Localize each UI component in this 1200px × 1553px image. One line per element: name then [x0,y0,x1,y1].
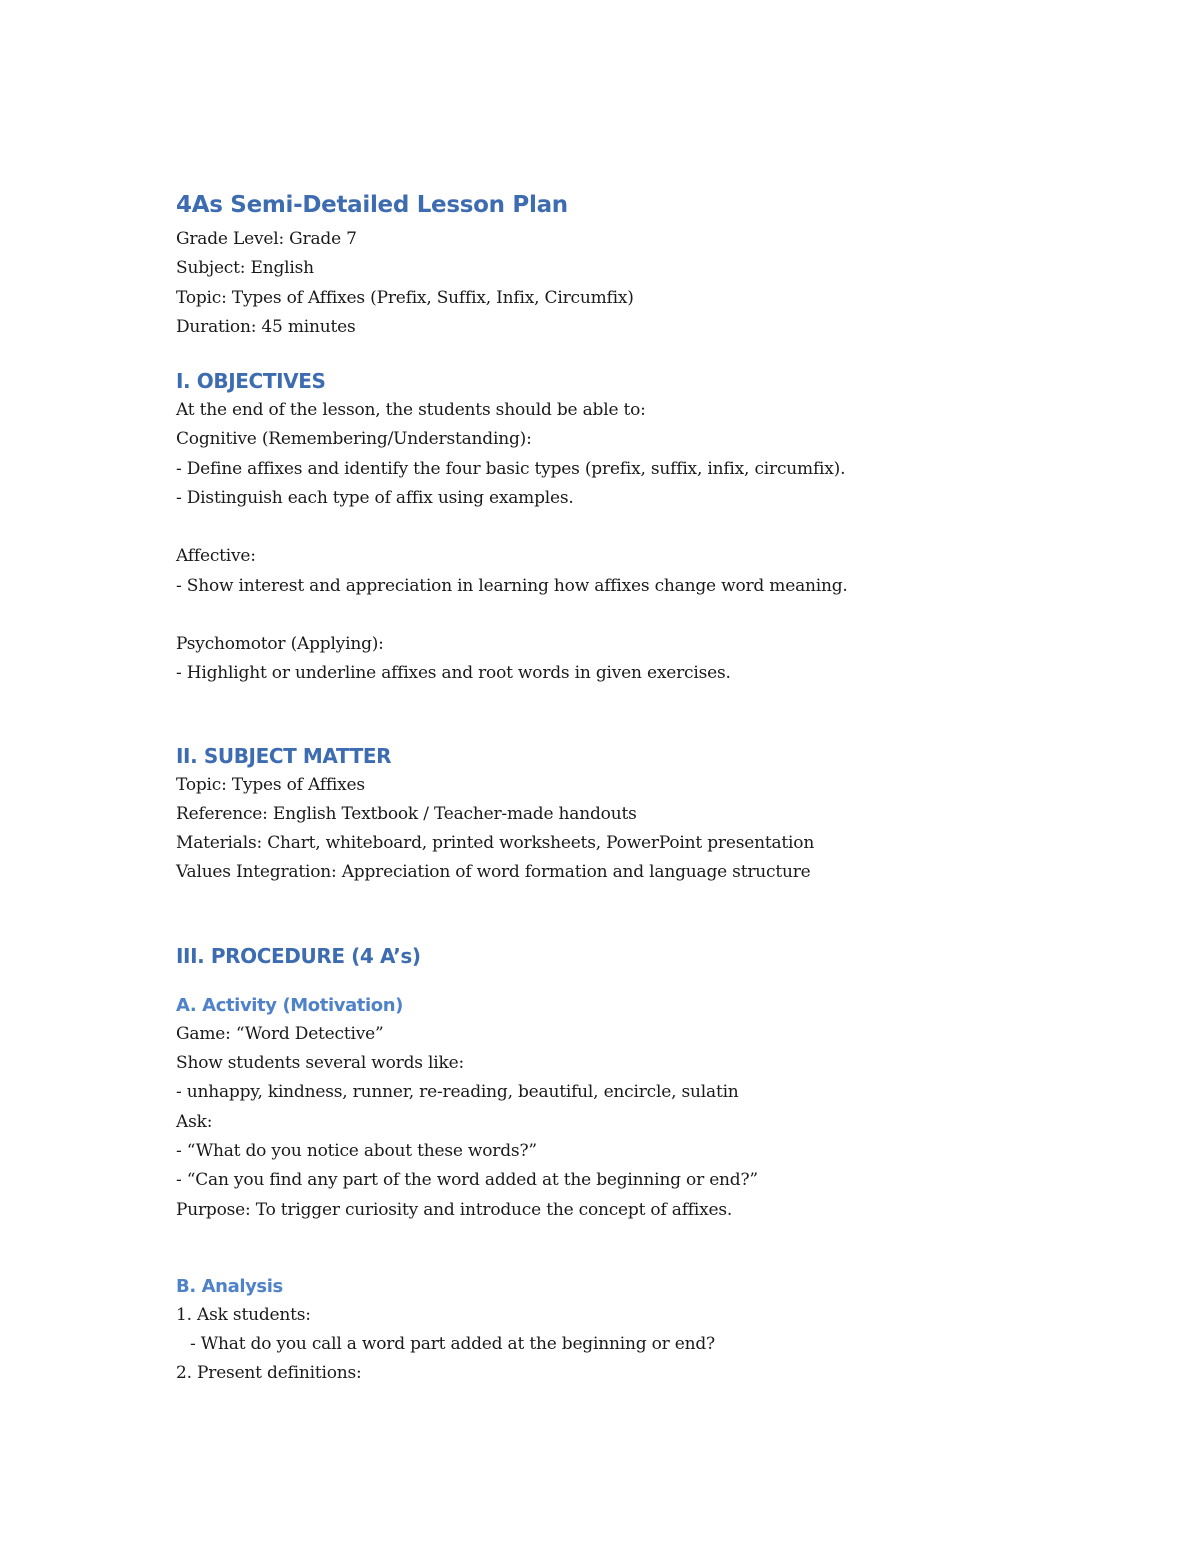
procedure-heading: III. PROCEDURE (4 A’s) [176,943,421,968]
psychomotor-label: Psychomotor (Applying): [176,633,384,654]
affective-label: Affective: [176,546,256,567]
psychomotor-item: - Highlight or underline affixes and root words in given exercises. [176,663,731,684]
activity-question: - “What do you notice about these words?” [176,1140,537,1161]
activity-words: - unhappy, kindness, runner, re-reading, beautiful, encircle, sulatin [176,1082,739,1103]
spacer [176,513,1076,542]
activity-purpose: Purpose: To trigger curiosity and introduce the concept of affixes. [176,1199,733,1220]
analysis-step-1: 1. Ask students: [176,1304,311,1325]
analysis-heading: B. Analysis [176,1275,283,1297]
topic: Topic: Types of Affixes (Prefix, Suffix, Infix, Circumfix) [176,287,634,308]
sm-reference: Reference: English Textbook / Teacher-made handouts [176,803,637,824]
activity-question: - “Can you find any part of the word added at the beginning or end?” [176,1170,758,1191]
activity-ask: Ask: [176,1111,213,1132]
objectives-heading: I. OBJECTIVES [176,369,326,394]
activity-show: Show students several words like: [176,1053,464,1074]
grade-level: Grade Level: Grade 7 [176,229,357,249]
subject: Subject: English [176,258,314,279]
analysis-step-2: 2. Present definitions: [176,1363,362,1384]
analysis-step-1-question: - What do you call a word part added at the beginning or end? [190,1334,715,1355]
affective-item: - Show interest and appreciation in learning how affixes change word meaning. [176,575,848,596]
sm-values: Values Integration: Appreciation of word formation and language structure [176,862,811,883]
cognitive-item: - Define affixes and identify the four basic types (prefix, suffix, infix, circumfix). [176,458,846,479]
sm-topic: Topic: Types of Affixes [176,774,365,795]
objectives-intro: At the end of the lesson, the students should be able to: [176,400,646,421]
activity-game: Game: “Word Detective” [176,1023,384,1044]
spacer [176,601,1076,630]
activity-heading: A. Activity (Motivation) [176,994,403,1016]
cognitive-item: - Distinguish each type of affix using examples. [176,488,574,509]
subject-matter-heading: II. SUBJECT MATTER [176,743,392,768]
sm-materials: Materials: Chart, whiteboard, printed worksheets, PowerPoint presentation [176,833,815,854]
document-title: 4As Semi-Detailed Lesson Plan [176,192,568,218]
duration: Duration: 45 minutes [176,316,356,337]
document-body [176,188,1076,1389]
cognitive-label: Cognitive (Remembering/Understanding): [176,429,532,450]
